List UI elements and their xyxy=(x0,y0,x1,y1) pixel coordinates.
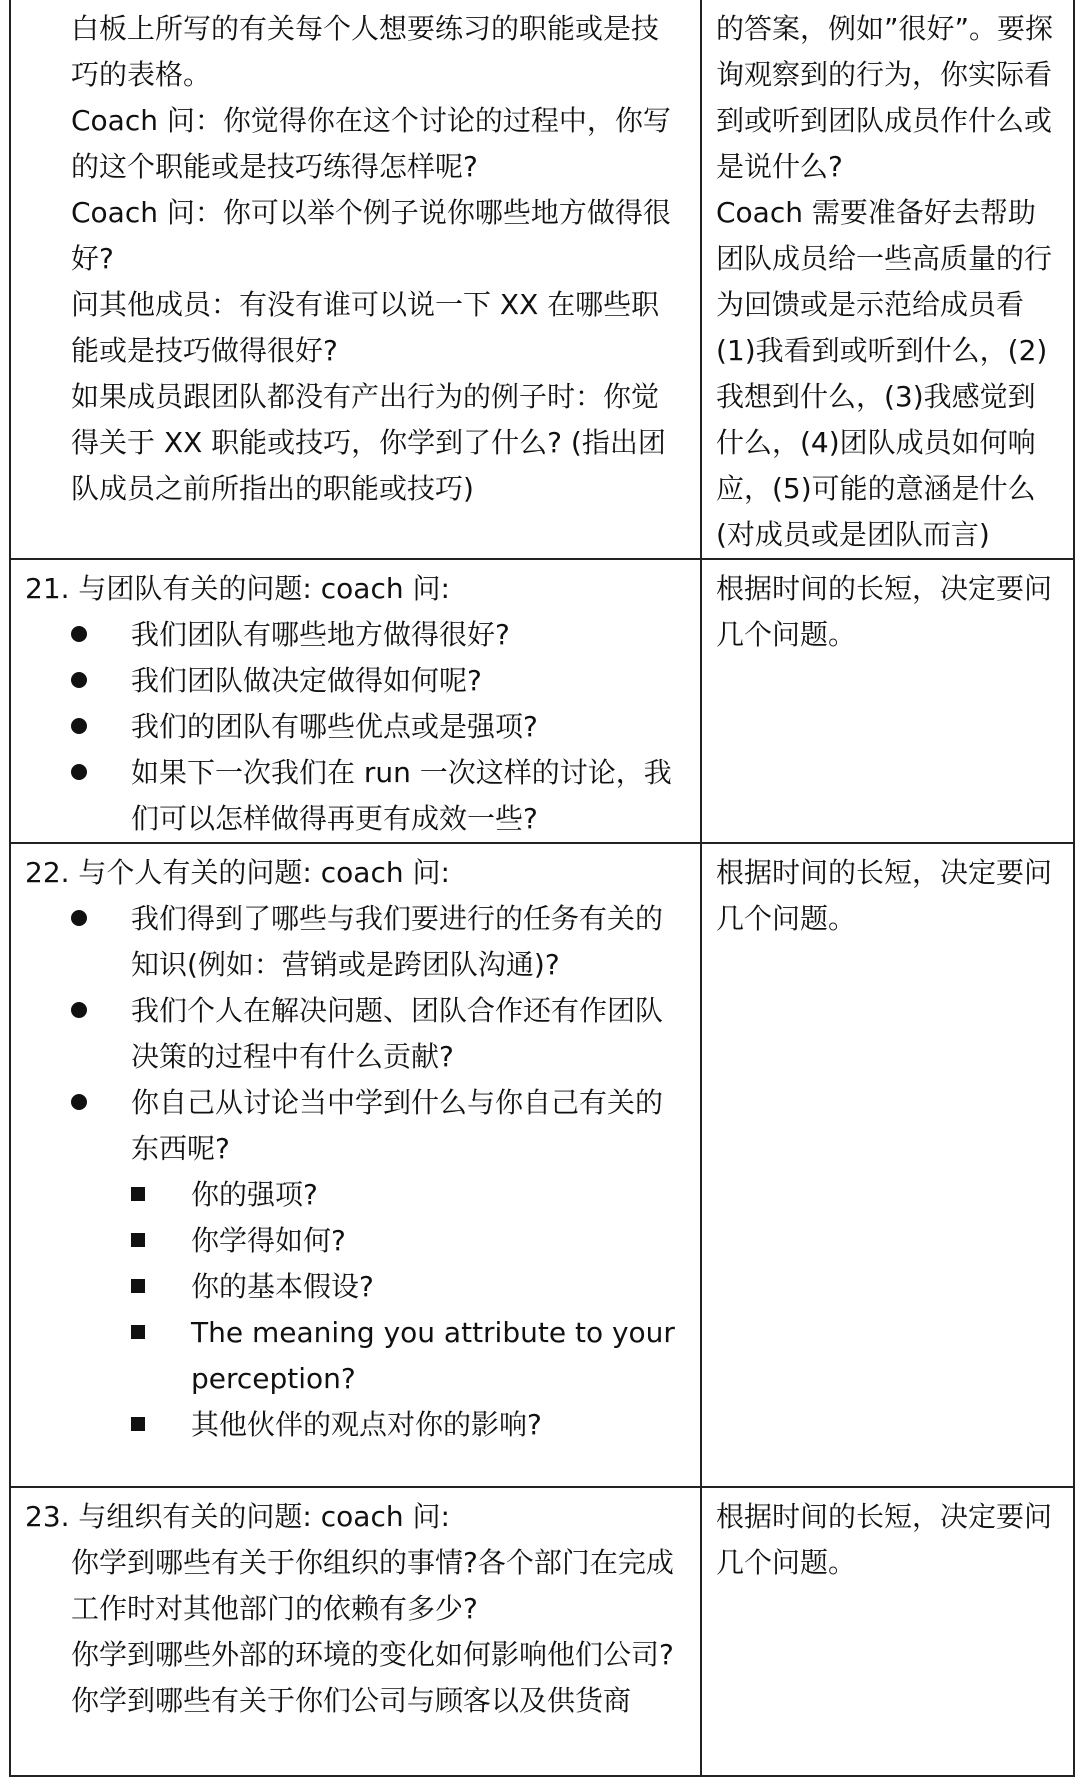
paragraph: 白板上所写的有关每个人想要练习的职能或是技巧的表格。 xyxy=(71,12,660,91)
bullet-icon xyxy=(71,764,87,780)
list-item xyxy=(71,896,686,988)
sub-list-item xyxy=(71,1310,686,1402)
list-item-text: 我们的团队有哪些优点或是强项? xyxy=(131,710,538,743)
sub-list-item xyxy=(71,1218,686,1264)
bullet-icon xyxy=(71,718,87,734)
sub-list-item xyxy=(71,1264,686,1310)
paragraph: 的答案，例如”很好”。要探询观察到的行为，你实际看到或听到团队成员作什么或是说什么? xyxy=(716,12,1054,183)
right-cell xyxy=(701,1487,1074,1776)
table-row xyxy=(10,0,1074,559)
sub-list-item-text: 你的强项? xyxy=(191,1178,318,1211)
square-bullet-icon xyxy=(131,1417,145,1431)
sub-list-item xyxy=(71,1172,686,1218)
cell-content xyxy=(702,0,1073,558)
sub-list-item-text: 你的基本假设? xyxy=(191,1270,374,1303)
paragraph: Coach 问：你可以举个例子说你哪些地方做得很好? xyxy=(71,196,671,275)
cell-content xyxy=(11,844,700,1448)
bullet-icon xyxy=(71,910,87,926)
table-row xyxy=(10,1487,1074,1776)
note-text: 根据时间的长短，决定要问几个问题。 xyxy=(716,1500,1053,1579)
paragraph: 问其他成员：有没有谁可以说一下 XX 在哪些职能或是技巧做得很好? xyxy=(71,288,660,367)
paragraph: 你学到哪些有关于你们公司与顾客以及供货商 xyxy=(71,1684,632,1717)
right-cell xyxy=(701,0,1074,559)
cell-content xyxy=(11,560,700,842)
cell-content xyxy=(11,1488,700,1724)
sub-list-item-text: 你学得如何? xyxy=(191,1224,346,1257)
table-row xyxy=(10,843,1074,1487)
section-heading: 22. 与个人有关的问题: coach 问: xyxy=(25,856,450,889)
list-item-text: 如果下一次我们在 run 一次这样的讨论，我们可以怎样做得再更有成效一些? xyxy=(131,756,672,835)
section-heading: 21. 与团队有关的问题: coach 问: xyxy=(25,572,450,605)
sub-list-item xyxy=(71,1402,686,1448)
left-cell xyxy=(10,843,701,1487)
cell-content xyxy=(702,844,1073,942)
list-item xyxy=(71,704,686,750)
cell-content xyxy=(702,560,1073,658)
sub-list-item-text: 其他伙伴的观点对你的影响? xyxy=(191,1408,542,1441)
paragraph: Coach 问：你觉得你在这个讨论的过程中，你写的这个职能或是技巧练得怎样呢? xyxy=(71,104,671,183)
bullet-icon xyxy=(71,672,87,688)
coaching-table xyxy=(9,0,1075,1777)
square-bullet-icon xyxy=(131,1187,145,1201)
table-row xyxy=(10,559,1074,843)
list-item-text: 我们个人在解决问题、团队合作还有作团队决策的过程中有什么贡献? xyxy=(131,994,664,1073)
list-item xyxy=(71,658,686,704)
note-text: 根据时间的长短，决定要问几个问题。 xyxy=(716,572,1053,651)
section-heading: 23. 与组织有关的问题: coach 问: xyxy=(25,1500,450,1533)
note-text: 根据时间的长短，决定要问几个问题。 xyxy=(716,856,1053,935)
square-bullet-icon xyxy=(131,1233,145,1247)
list-item-text: 你自己从讨论当中学到什么与你自己有关的东西呢? xyxy=(131,1086,664,1165)
square-bullet-icon xyxy=(131,1325,145,1339)
list-item-text: 我们团队有哪些地方做得很好? xyxy=(131,618,510,651)
left-cell xyxy=(10,1487,701,1776)
paragraph: 你学到哪些有关于你组织的事情?各个部门在完成工作时对其他部门的依赖有多少? xyxy=(71,1546,674,1625)
right-cell xyxy=(701,843,1074,1487)
cell-content xyxy=(11,0,700,512)
paragraph: 如果成员跟团队都没有产出行为的例子时：你觉得关于 XX 职能或技巧，你学到了什么? (指出团队成员之前所指出的职能或技巧) xyxy=(71,380,666,505)
left-cell xyxy=(10,559,701,843)
paragraph: 你学到哪些外部的环境的变化如何影响他们公司? xyxy=(71,1638,674,1671)
bullet-icon xyxy=(71,626,87,642)
list-item xyxy=(71,612,686,658)
cell-content xyxy=(702,1488,1073,1586)
list-item xyxy=(71,1080,686,1172)
square-bullet-icon xyxy=(131,1279,145,1293)
paragraph: Coach 需要准备好去帮助团队成员给一些高质量的行为回馈或是示范给成员看(1)我看到或听到什么，(2)我想到什么，(3)我感觉到什么，(4)团队成员如何响应，(5)可能的意涵是什么(对成员或是团队而言) xyxy=(716,196,1053,551)
list-item xyxy=(71,988,686,1080)
list-item-text: 我们得到了哪些与我们要进行的任务有关的知识(例如：营销或是跨团队沟通)? xyxy=(131,902,664,981)
list-item-text: 我们团队做决定做得如何呢? xyxy=(131,664,482,697)
sub-list-item-text: The meaning you attribute to your perception? xyxy=(191,1316,675,1395)
bullet-icon xyxy=(71,1094,87,1110)
list-item xyxy=(71,750,686,842)
right-cell xyxy=(701,559,1074,843)
bullet-icon xyxy=(71,1002,87,1018)
left-cell xyxy=(10,0,701,559)
